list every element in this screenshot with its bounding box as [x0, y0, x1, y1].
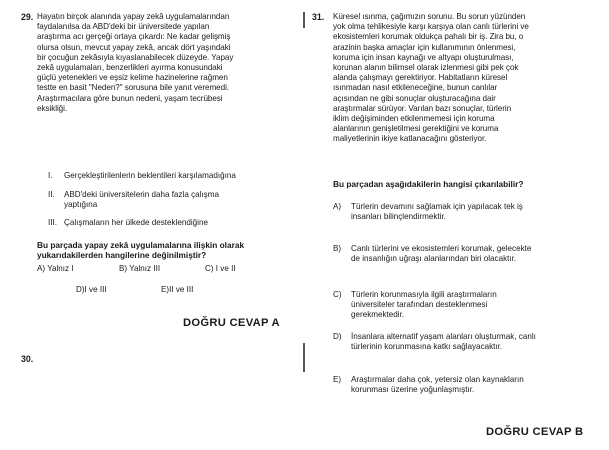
option-letter: E): [161, 285, 170, 294]
passage-line: arazinin başka amaçlar için kullanımının önlenmesi,: [333, 42, 516, 52]
option-letter: D): [333, 332, 342, 341]
statement-1: [48, 171, 236, 181]
option-text-line: insanları bilinçlendirmektir.: [351, 212, 446, 221]
option-text-line: Türlerin devamını sağlamak için yapılacak tek iş: [351, 202, 523, 211]
statement-label: III.: [48, 218, 57, 227]
statement-label: II.: [48, 190, 55, 199]
question-29-number: 29.: [21, 12, 34, 22]
passage-line: maliyetlerinin ikiye katlanacağını gösteriyor.: [333, 134, 487, 144]
statement-text-continued: yaptığına: [64, 200, 98, 209]
passage-line: koruma için insan kaynağı ve altyapı oluşturulması,: [333, 52, 514, 62]
option-text: I ve II: [215, 264, 236, 273]
option-c[interactable]: [205, 264, 236, 274]
option-text-line: İnsanlara alternatif yaşam alanları oluşturmak, canlı: [351, 332, 536, 341]
option-letter: A): [37, 264, 46, 273]
statement-3: [48, 218, 208, 228]
passage-line: olursa olsun, mevcut yapay zekâ, ancak dört yaşındaki: [37, 42, 231, 52]
option-letter: A): [333, 202, 342, 211]
option-letter: E): [333, 375, 342, 384]
stem-line: yukarıdakilerden hangilerine değinilmiştir?: [37, 250, 207, 261]
passage-line: iklim değişiminden etkilenmemesi için koruma: [333, 114, 495, 124]
passage-line: araştırma acı gerçeği ortaya çıkardı: Ne kadar gelişmiş: [37, 32, 231, 42]
question-31-passage: [333, 12, 529, 145]
option-text: II ve III: [169, 285, 194, 294]
passage-line: ekosistemleri korumak oldukça pahalı bir iş. Zira bu, o: [333, 32, 524, 42]
question-31-answer: DOĞRU CEVAP B: [486, 426, 584, 438]
passage-line: eksikliği.: [37, 103, 68, 113]
statement-label: I.: [48, 171, 53, 180]
option-text-line: türlerinin korunmasına katkı sağlayacaktır.: [351, 342, 503, 351]
option-letter: C): [205, 264, 214, 273]
question-30-number: 30.: [21, 354, 34, 364]
option-text-line: Türlerin korunmasıyla ilgili araştırmaların: [351, 290, 497, 299]
option-text-line: gerekmektedir.: [351, 310, 405, 319]
stem-line: Bu parçada yapay zekâ uygulamalarına ilişkin olarak: [37, 240, 245, 250]
passage-line: faydalanılsa da ABD'deki bir üniversitede yapılan: [37, 22, 210, 32]
question-29-stem: [37, 240, 244, 261]
option-text-line: üniversiteler tarafından desteklenmesi: [351, 300, 488, 309]
option-letter: D): [76, 285, 85, 294]
statement-text: Çalışmaların her ülkede desteklendiğine: [64, 218, 208, 227]
passage-line: yok olma tehlikesiyle karşı karşıya olan canlı türlerini ve: [333, 22, 529, 32]
option-letter: C): [333, 290, 342, 299]
passage-line: ısınmadan nasıl etkileneceğine, bunun canlılar: [333, 83, 498, 93]
passage-line: araştırmalar sürüyor. Varılan bazı sonuçlar, türlerin: [333, 103, 512, 113]
column-divider: [303, 343, 305, 372]
option-text: [351, 290, 497, 320]
passage-line: zekâ uygulamaları, benzerlikleri ayırma konusundaki: [37, 63, 223, 73]
passage-line: alanda çalışmayı gerektiriyor. Habitatların küresel: [333, 73, 508, 83]
option-text: Yalnız III: [129, 264, 161, 273]
option-letter: B): [333, 244, 342, 253]
option-e[interactable]: [161, 285, 193, 295]
statement-2: [48, 190, 219, 210]
passage-line: testte en basit "Neden?" sorusuna bile yanıt veremedi.: [37, 83, 230, 93]
option-b[interactable]: [119, 264, 160, 274]
question-29-passage: [37, 12, 233, 114]
option-text-line: korunması üzerine yoğunlaşmıştır.: [351, 385, 475, 394]
option-text: [351, 332, 536, 352]
option-a[interactable]: [37, 264, 74, 274]
question-31-stem: Bu parçadan aşağıdakilerin hangisi çıkarılabilir?: [333, 179, 524, 189]
statement-text: ABD'deki üniversitelerin daha fazla çalışma: [64, 190, 219, 199]
passage-line: Küresel ısınma, çağımızın sorunu. Bu sorun yüzünden: [333, 12, 526, 21]
passage-line: güçlü yetenekleri ve eşsiz kelime hazinelerine rağmen: [37, 73, 228, 83]
question-29-answer: DOĞRU CEVAP A: [183, 317, 280, 329]
statement-text: Gerçekleştirilenlerin beklentileri karşılamadığına: [64, 171, 236, 180]
option-text-line: Canlı türlerini ve ekosistemleri korumak, gelecekte: [351, 244, 532, 253]
passage-line: Araştırmacılara göre bunun nedeni, yaşam tecrübesi: [37, 93, 223, 103]
question-31-number: 31.: [312, 12, 325, 22]
option-text: [351, 244, 531, 264]
option-text: I ve III: [84, 285, 107, 294]
passage-line: alanlarının genişletilmesi gerektiğini ve koruma: [333, 124, 499, 134]
option-text: [351, 202, 523, 222]
column-divider: [303, 12, 305, 28]
option-text: [351, 375, 524, 395]
option-text: Yalnız I: [47, 264, 74, 273]
option-text-line: de insanlığın uğraşı alanlarından biri olacaktır.: [351, 254, 517, 263]
passage-line: bir çocuğun zekâsıyla kıyaslanabilecek düzeyde. Yapay: [37, 52, 234, 62]
passage-line: açısından ne gibi sonuçlar oluşturacağına dair: [333, 93, 496, 103]
passage-line: Hayatın birçok alanında yapay zekâ uygulamalarından: [37, 12, 230, 21]
passage-line: korunan alanın bilimsel olarak izlenmesi gibi pek çok: [333, 63, 519, 73]
option-text-line: Araştırmalar daha çok, yetersiz olan kaynakların: [351, 375, 524, 384]
option-d[interactable]: [76, 285, 107, 295]
option-letter: B): [119, 264, 128, 273]
